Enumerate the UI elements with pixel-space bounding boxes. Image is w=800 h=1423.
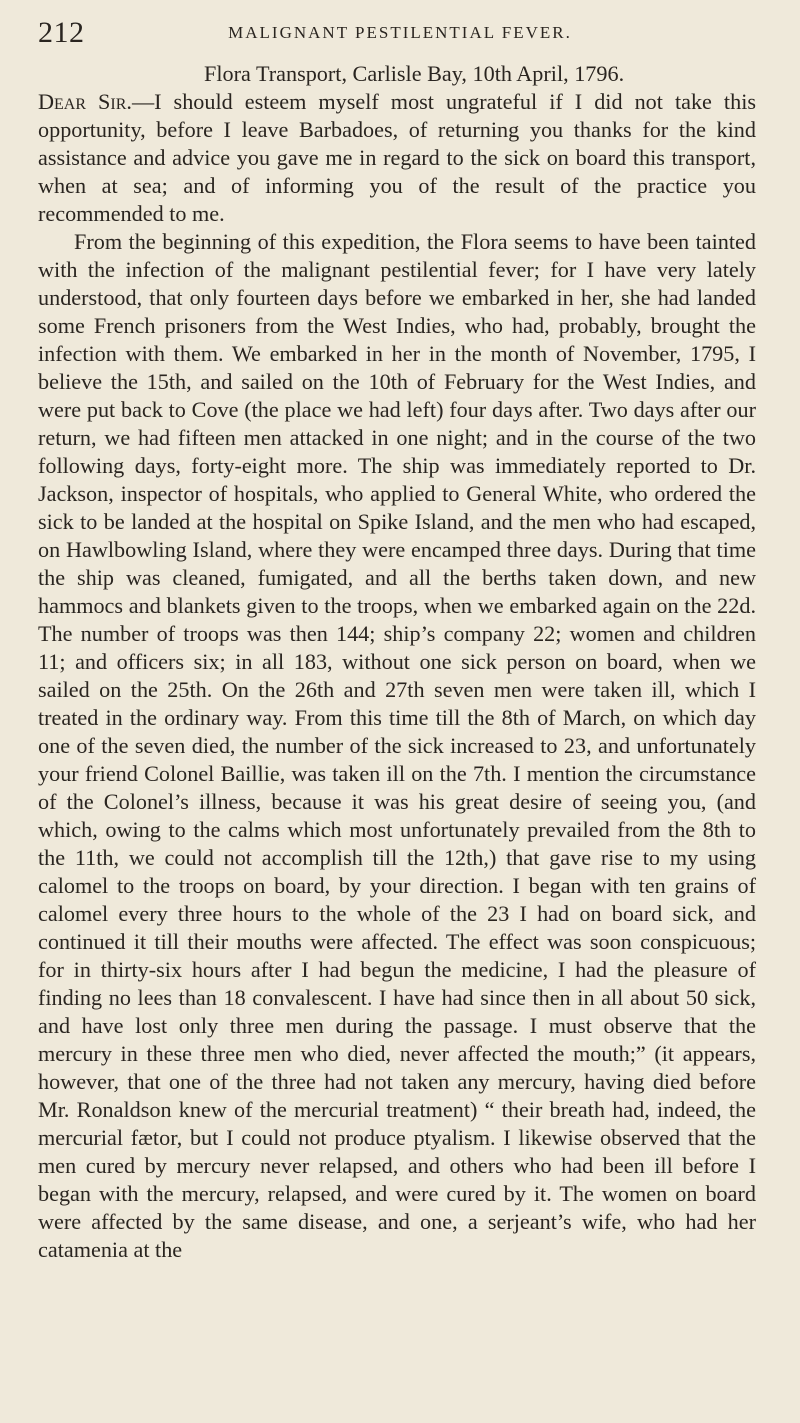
letter-salutation: Dear Sir. — [38, 89, 132, 114]
paragraph-text: —I should esteem myself most ungrateful if I did not take this opportunity, before I leave Barbadoes, of returning you thanks for the kind assistance and advice you gave me in regard to the sick on board this transport, when at sea; and of informing you of the result of the practice you recommended to me. — [38, 89, 756, 226]
letter-dateline: Flora Transport, Carlisle Bay, 10th April, 1796. — [204, 61, 625, 86]
page-header — [38, 16, 778, 56]
page-number: 212 — [38, 16, 85, 49]
running-head: MALIGNANT PESTILENTIAL FEVER. — [228, 23, 572, 42]
letter-body — [38, 60, 756, 1264]
paragraph-opening — [38, 88, 756, 228]
paragraph-expedition: From the beginning of this expedition, the Flora seems to have been tainted with the infection of the malignant pestilential fever; for I have very lately understood, that only fourteen days before we embarked in her, she had landed some French prisoners from the West Indies, who had, probably, brought the infection with them. We embarked in her in the month of November, 1795, I believe the 15th, and sailed on the 10th of February for the West Indies, and were put back to Cove (the place we had left) four days after. Two days after our return, we had fifteen men attacked in one night; and in the course of the two following days, forty-eight more. The ship was immediately reported to Dr. Jackson, inspector of hospitals, who applied to General White, who ordered the sick to be landed at the hospital on Spike Island, and the men who had escaped, on Hawlbowling Island, where they were encamped three days. During that time the ship was cleaned, fumigated, and all the berths taken down, and new hammocs and blankets given to the troops, when we embarked again on the 22d. The number of troops was then 144; ship’s company 22; women and children 11; and officers six; in all 183, without one sick person on board, when we sailed on the 25th. On the 26th and 27th seven men were taken ill, which I treated in the ordinary way. From this time till the 8th of March, on which day one of the seven died, the number of the sick increased to 23, and unfortunately your friend Colonel Baillie, was taken ill on the 7th. I mention the circumstance of the Colonel’s illness, because it was his great desire of seeing you, (and which, owing to the calms which most unfortunately prevailed from the 8th to the 11th, we could not accomplish till the 12th,) that gave rise to my using calomel to the troops on board, by your direction. I began with ten grains of calomel every three hours to the whole of the 23 I had on board sick, and continued it till their mouths were affected. The effect was soon conspicuous; for in thirty-six hours after I had begun the medicine, I had the pleasure of finding no lees than 18 convalescent. I have had since then in all about 50 sick, and have lost only three men during the passage. I must observe that the mercury in these three men who died, never affected the mouth;” (it appears, however, that one of the three had not taken any mercury, having died before Mr. Ronaldson knew of the mercurial treatment) “ their breath had, indeed, the mercurial fætor, but I could not produce ptyalism. I likewise observed that the men cured by mercury never relapsed, and others who had been ill before I began with the mercury, relapsed, and were cured by it. The women on board were affected by the same disease, and one, a serjeant’s wife, who had her catamenia at the — [38, 229, 756, 1262]
